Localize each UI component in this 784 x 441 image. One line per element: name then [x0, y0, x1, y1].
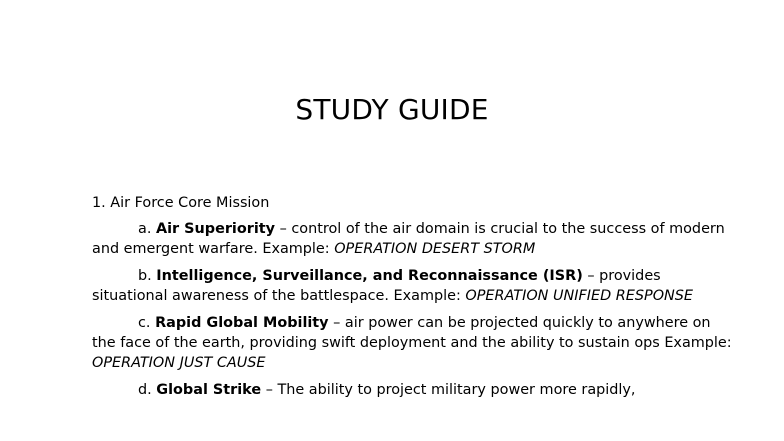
item-marker: c.	[138, 315, 151, 331]
item-marker: b.	[138, 268, 152, 284]
list-item-global-strike	[92, 380, 732, 400]
item-marker: d.	[138, 382, 152, 398]
document-body	[92, 193, 732, 407]
item-example: OPERATION UNIFIED RESPONSE	[465, 288, 694, 304]
page-title: STUDY GUIDE	[295, 93, 489, 126]
item-description: – control of the air domain is crucial to the success of modern and emergent warfare. Example:	[92, 221, 725, 257]
item-description: – The ability to project military power more rapidly,	[265, 382, 636, 398]
item-term: Intelligence, Surveillance, and Reconnaissance (ISR)	[156, 268, 583, 284]
list-item-rapid-global-mobility	[92, 313, 732, 373]
item-example: OPERATION JUST CAUSE	[92, 355, 266, 371]
list-item-isr	[92, 266, 732, 306]
item-description: – air power can be projected quickly to anywhere on the face of the earth, providing swift deployment and the ability to sustain ops Example:	[92, 315, 732, 351]
item-marker: a.	[138, 221, 152, 237]
item-term: Air Superiority	[155, 221, 276, 237]
item-term: Global Strike	[156, 382, 262, 398]
item-description: – provides situational awareness of the battlespace. Example:	[92, 268, 661, 304]
item-example: OPERATION DESERT STORM	[334, 241, 536, 257]
list-item-air-superiority	[92, 219, 732, 259]
section-heading: 1. Air Force Core Mission	[92, 195, 270, 211]
item-term: Rapid Global Mobility	[155, 315, 329, 331]
